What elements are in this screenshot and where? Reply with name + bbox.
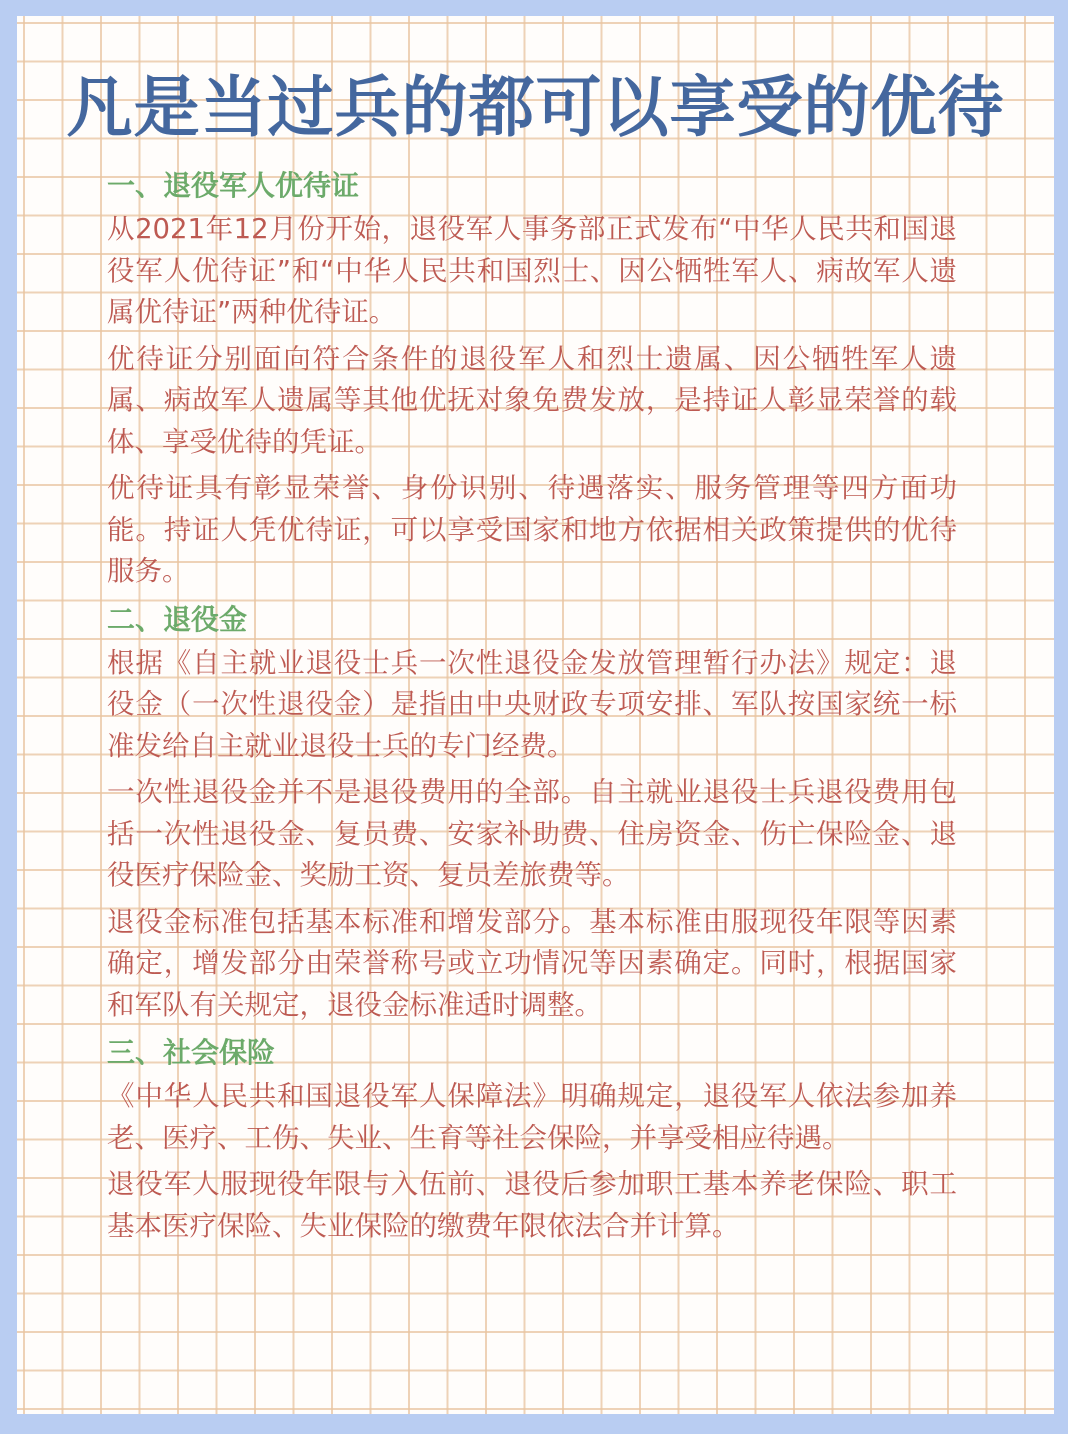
grid-paper-sheet bbox=[17, 16, 1054, 1414]
article-body bbox=[107, 164, 957, 1252]
page-title: 凡是当过兵的都可以享受的优待 bbox=[66, 69, 1005, 146]
paragraph: 优待证分别面向符合条件的退役军人和烈士遗属、因公牺牲军人遗属、病故军人遗属等其他优抚对象免费发放，是持证人彰显荣誉的载体、享受优待的凭证。 bbox=[107, 342, 957, 458]
section-retirement-pay bbox=[107, 598, 957, 1027]
section-heading: 一、退役军人优待证 bbox=[107, 169, 360, 202]
paragraph: 一次性退役金并不是退役费用的全部。自主就业退役士兵退役费用包括一次性退役金、复员费、安家补助费、住房资金、伤亡保险金、退役医疗保险金、奖励工资、复员差旅费等。 bbox=[107, 776, 957, 891]
paragraph: 从2021年12月份开始，退役军人事务部正式发布“中华人民共和国退役军人优待证”和“中华人民共和国烈士、因公牺牲军人、病故军人遗属优待证”两种优待证。 bbox=[107, 213, 957, 328]
section-heading: 三、社会保险 bbox=[107, 1036, 276, 1069]
section-heading: 二、退役金 bbox=[107, 602, 248, 636]
paragraph: 《中华人民共和国退役军人保障法》明确规定，退役军人依法参加养老、医疗、工伤、失业、生育等社会保险，并享受相应待遇。 bbox=[107, 1080, 957, 1154]
section-social-insurance bbox=[107, 1031, 957, 1247]
section-veteran-card bbox=[107, 164, 957, 593]
paragraph: 优待证具有彰显荣誉、身份识别、待遇落实、服务管理等四方面功能。持证人凭优待证，可以享受国家和地方依据相关政策提供的优待服务。 bbox=[107, 472, 957, 587]
paragraph: 退役军人服现役年限与入伍前、退役后参加职工基本养老保险、职工基本医疗保险、失业保险的缴费年限依法合并计算。 bbox=[107, 1168, 957, 1242]
paragraph: 退役金标准包括基本标准和增发部分。基本标准由服现役年限等因素确定，增发部分由荣誉称号或立功情况等因素确定。同时，根据国家和军队有关规定，退役金标准适时调整。 bbox=[107, 905, 957, 1021]
paragraph: 根据《自主就业退役士兵一次性退役金发放管理暂行办法》规定：退役金（一次性退役金）是指由中央财政专项安排、军队按国家统一标准发给自主就业退役士兵的专门经费。 bbox=[107, 646, 957, 762]
